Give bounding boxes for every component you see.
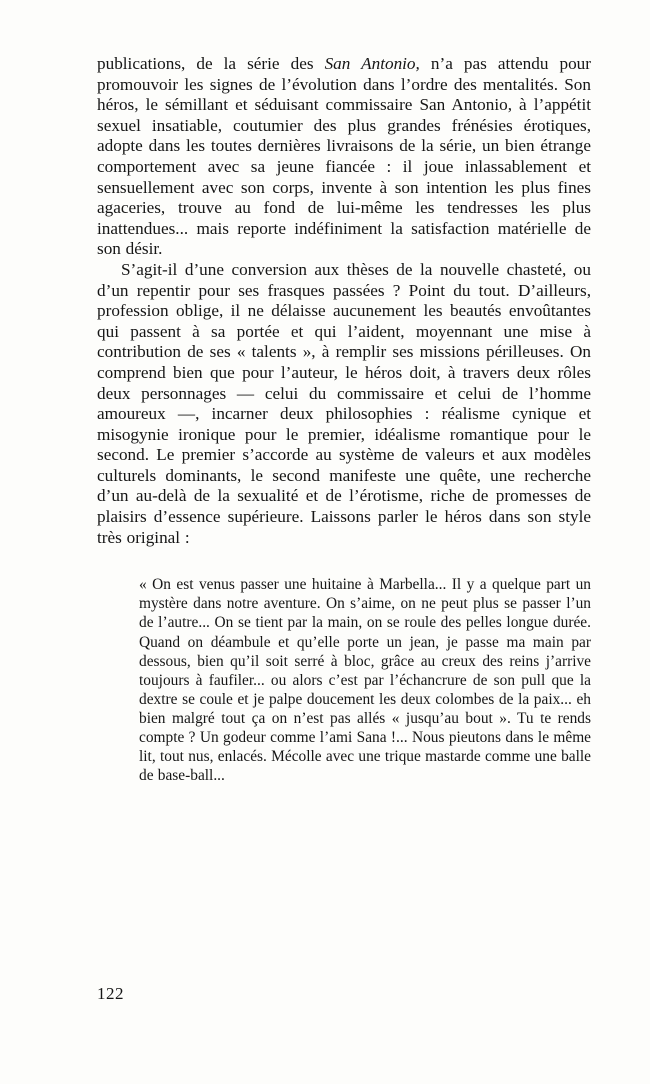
paragraph-2: S’agit-il d’une conversion aux thèses de la nouvelle chasteté, ou d’un repentir pour ses frasques passées ? Point du tout. D’ailleurs, profession oblige, il ne délaisse aucunement les beautés envoûtantes qui passent à sa portée et qui l’aident, moyennant une mise à contribution de ses « talents », à remplir ses missions périlleuses. On comprend bien que pour l’auteur, le héros doit, à travers deux rôles deux personnages — celui du commissaire et celui de l’homme amoureux —, incarner deux philosophies : réalisme cynique et misogynie ironique pour le premier, idéalisme romantique pour le second. Le premier s’accorde au système de valeurs et aux modèles culturels dominants, le second manifeste une quête, une recherche d’un au-delà de la sexualité et de l’érotisme, riche de promesses de plaisirs d’essence supérieure. Laissons parler le héros dans son style très original : xyxy=(97,259,591,547)
page-number: 122 xyxy=(97,984,124,1003)
block-quote: « On est venus passer une huitaine à Marbella... Il y a quelque part un mystère dans notre aventure. On s’aime, on ne peut plus se passer l’un de l’autre... On se tient par la main, on se roule des pelles longue durée. Quand on déambule et qu’elle porte un jean, je passe ma main par dessous, bien qu’il soit serré à bloc, grâce au creux des reins j’arrive toujours à faufiler... ou alors c’est par l’échancrure de son pull que la dextre se coule et je palpe doucement les deux colombes de la paix... eh bien malgré tout ça on n’est pas allés « jusqu’au bout ». Tu te rends compte ? Un godeur comme l’ami Sana !... Nous pieutons dans le même lit, tout nus, enlacés. Mécolle avec une trique mastarde comme une balle de base-ball... xyxy=(139,576,591,785)
paragraph-1 xyxy=(97,54,591,260)
text-block xyxy=(97,54,591,785)
paragraph-1-italic-title: San Antonio, xyxy=(324,54,420,73)
paragraph-1-text-pre: publications, de la série des xyxy=(97,54,325,73)
paragraph-1-text-post: n’a pas attendu pour promouvoir les signes de l’évolution dans l’ordre des mentalités. Son héros, le sémillant et séduisant commissaire San Antonio, à l’appétit sexuel insatiable, coutumier des plus grandes frénésies érotiques, adopte dans les toutes dernières livraisons de la série, un bien étrange comportement avec sa jeune fiancée : il joue inlassablement et sensuellement avec son corps, invente à son intention les plus fines agaceries, trouve au fond de lui-même les tendresses les plus inattendues... mais reporte indéfiniment la satisfaction matérielle de son désir. xyxy=(97,54,591,259)
